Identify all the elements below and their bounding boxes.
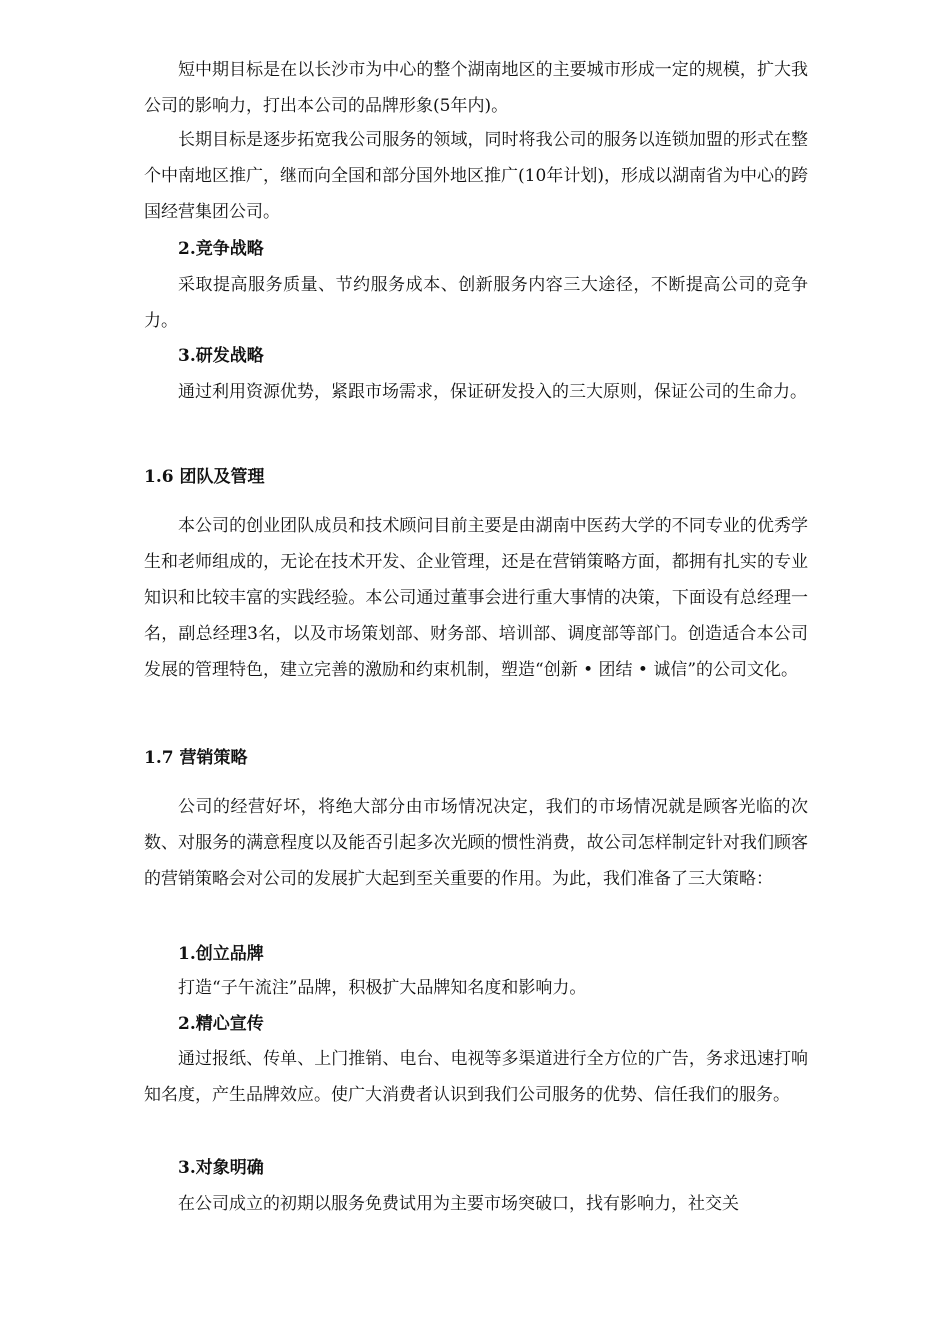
paragraph-short-term-goal: 短中期目标是在以长沙市为中心的整个湖南地区的主要城市形成一定的规模，扩大我公司的影响力，打出本公司的品牌形象(5年内)。 [144, 60, 808, 116]
heading-promotion: 2.精心宣传 [178, 1014, 264, 1034]
paragraph-marketing: 公司的经营好坏，将绝大部分由市场情况决定，我们的市场情况就是顾客光临的次数、对服务的满意程度以及能否引起多次光顾的惯性消费，故公司怎样制定针对我们顾客的营销策略会对公司的发展扩大起到至关重要的作用。为此，我们准备了三大策略： [144, 797, 808, 889]
heading-target-audience: 3.对象明确 [178, 1158, 264, 1178]
paragraph-brand: 打造“子午流注”品牌，积极扩大品牌知名度和影响力。 [178, 978, 587, 998]
heading-team-management: 1.6 团队及管理 [144, 467, 265, 487]
paragraph-target: 在公司成立的初期以服务免费试用为主要市场突破口，找有影响力，社交关 [178, 1194, 739, 1214]
paragraph-rnd: 通过利用资源优势，紧跟市场需求，保证研发投入的三大原则，保证公司的生命力。 [178, 382, 807, 402]
paragraph-long-term-goal: 长期目标是逐步拓宽我公司服务的领域，同时将我公司的服务以连锁加盟的形式在整个中南地区推广，继而向全国和部分国外地区推广(10年计划)，形成以湖南省为中心的跨国经营集团公司。 [144, 130, 808, 222]
paragraph-team: 本公司的创业团队成员和技术顾问目前主要是由湖南中医药大学的不同专业的优秀学生和老师组成的，无论在技术开发、企业管理，还是在营销策略方面，都拥有扎实的专业知识和比较丰富的实践经验。本公司通过董事会进行重大事情的决策，下面设有总经理一名，副总经理3名，以及市场策划部、财务部、培训部、调度部等部门。创造适合本公司发展的管理特色，建立完善的激励和约束机制，塑造“创新 • 团结 • 诚信”的公司文化。 [144, 516, 808, 680]
heading-create-brand: 1.创立品牌 [178, 944, 264, 964]
heading-competition-strategy: 2.竞争战略 [178, 239, 264, 259]
paragraph-competition: 采取提高服务质量、节约服务成本、创新服务内容三大途径，不断提高公司的竞争力。 [144, 275, 808, 331]
heading-rnd-strategy: 3.研发战略 [178, 346, 264, 366]
heading-marketing-strategy: 1.7 营销策略 [144, 748, 248, 768]
paragraph-promotion: 通过报纸、传单、上门推销、电台、电视等多渠道进行全方位的广告，务求迅速打响知名度，产生品牌效应。使广大消费者认识到我们公司服务的优势、信任我们的服务。 [144, 1049, 808, 1105]
